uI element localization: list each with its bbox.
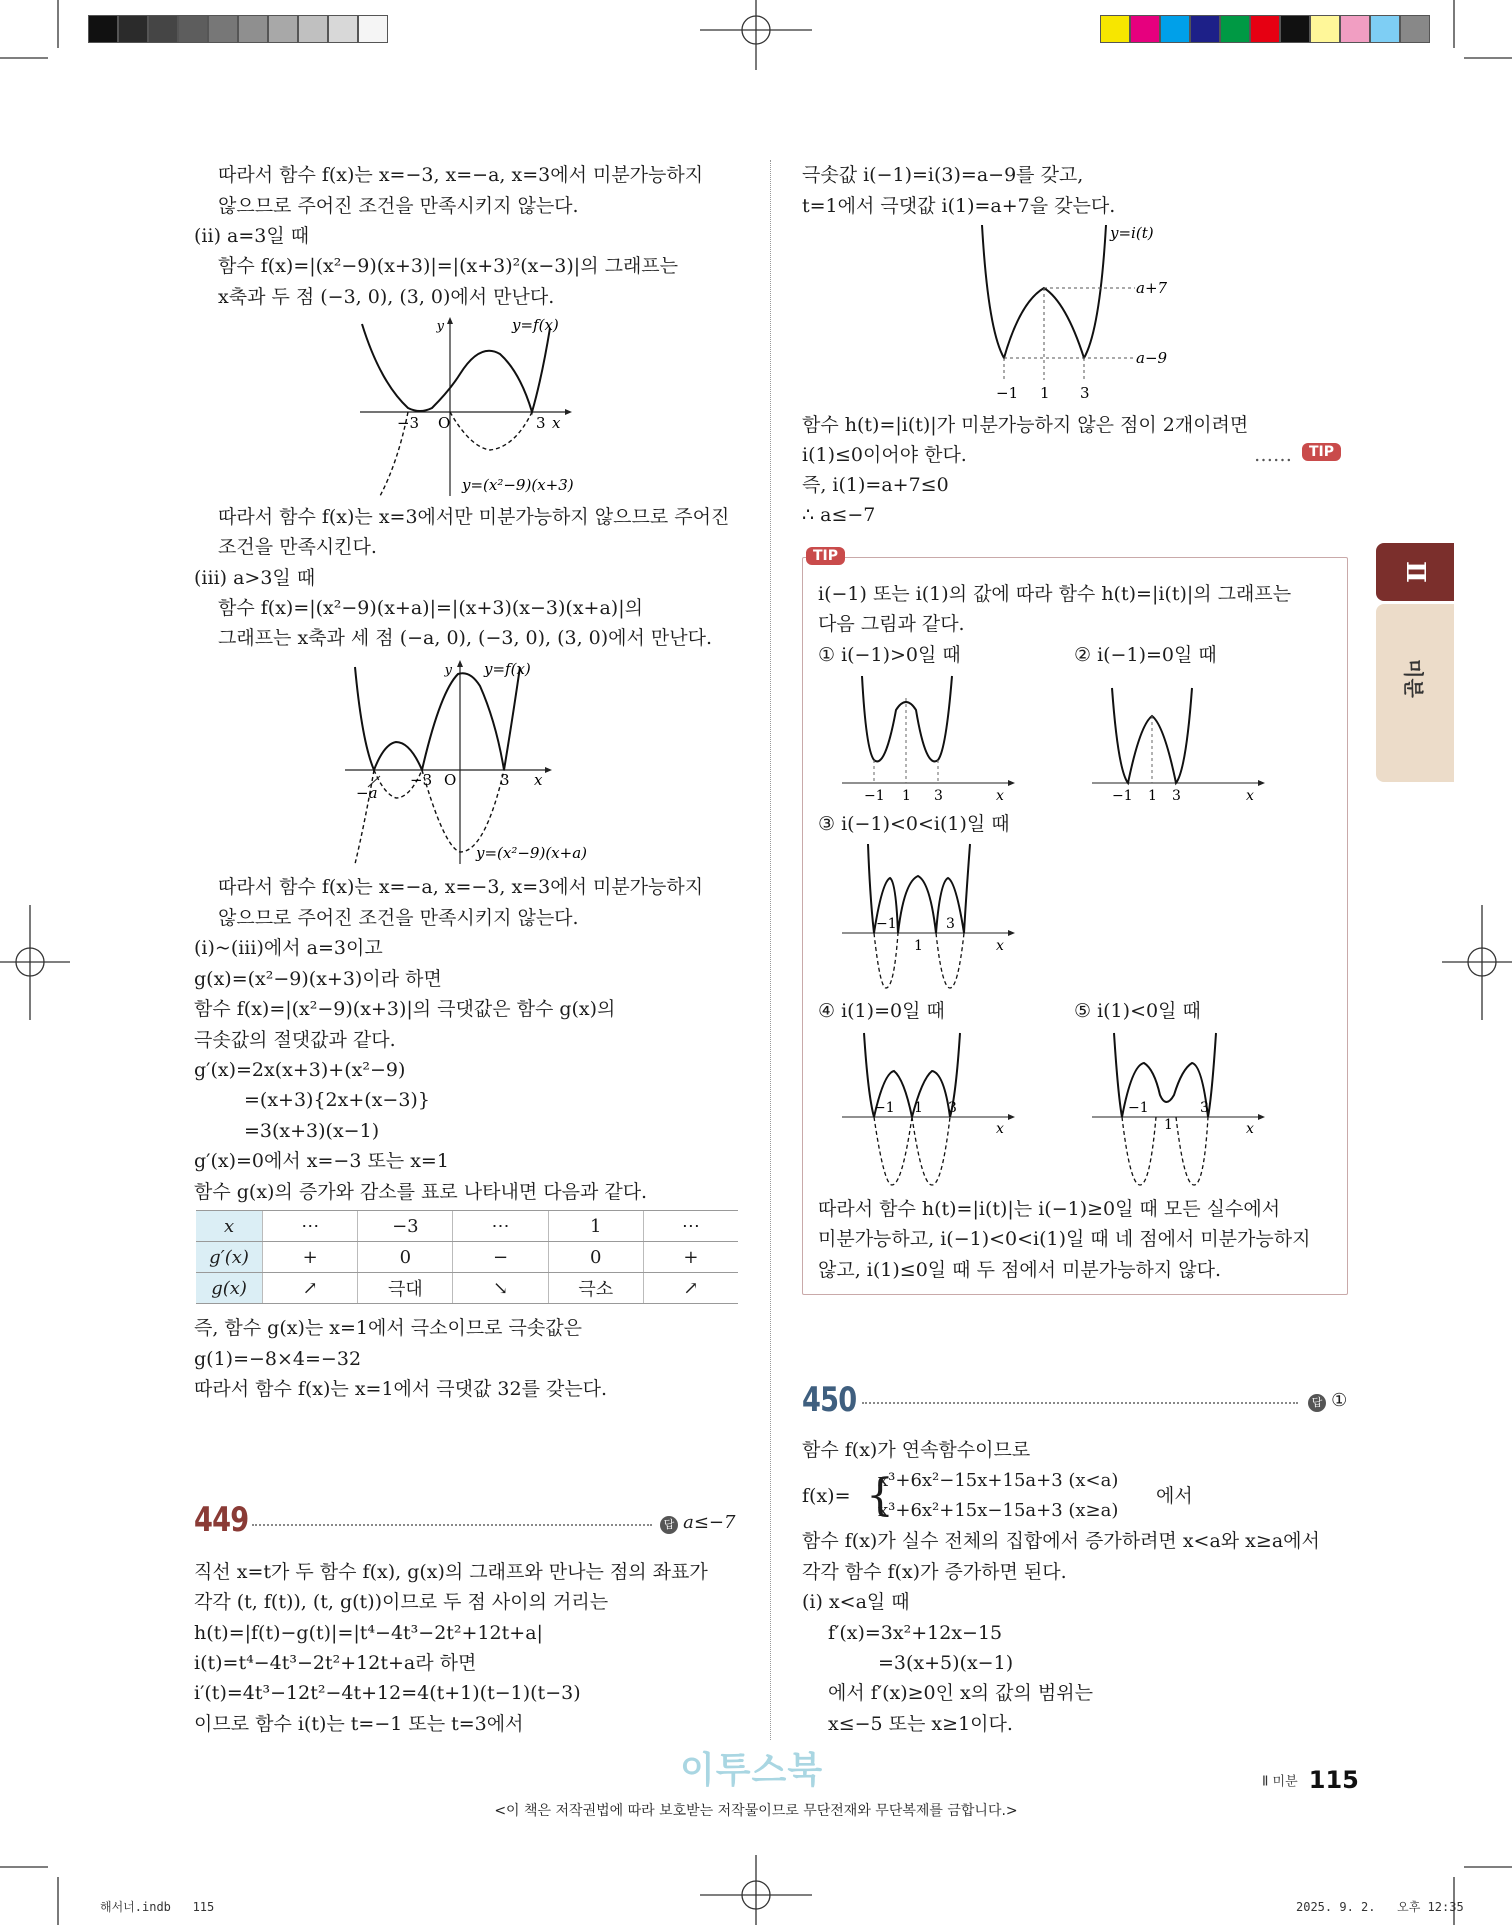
chapter-label: 미분 xyxy=(1401,659,1426,698)
page-number: 115 xyxy=(1308,1766,1359,1794)
chapter-numeral: Ⅱ xyxy=(1400,561,1430,583)
tick-label: x xyxy=(996,788,1004,804)
answer-badge xyxy=(660,1512,735,1534)
graph-label: y=(x²−9)(x+a) xyxy=(476,844,588,862)
print-file-name: 해서너.indb 115 xyxy=(100,1900,215,1914)
table-cell: ↗ xyxy=(263,1273,358,1304)
equation-line: f(x)= xyxy=(802,1485,851,1507)
tick-label: 1 xyxy=(1164,1117,1173,1133)
increase-decrease-table xyxy=(196,1210,738,1304)
text-line: g′(x)=0에서 x=−3 또는 x=1 xyxy=(194,1150,449,1172)
tick-label: −1 xyxy=(874,1100,895,1116)
equation-line: g′(x)=2x(x+3)+(x²−9) xyxy=(194,1059,406,1081)
table-cell: 극소 xyxy=(548,1273,643,1304)
graph-label: O xyxy=(438,414,451,432)
text-line: 함수 g(x)의 증가와 감소를 표로 나타내면 다음과 같다. xyxy=(194,1181,648,1203)
graph-case-ii xyxy=(350,312,590,497)
graph-label: 3 xyxy=(500,771,510,789)
graph-label: 3 xyxy=(536,414,546,432)
answer-text: ① xyxy=(1331,1390,1348,1411)
text-line: 않으므로 주어진 조건을 만족시키지 않는다. xyxy=(218,907,579,929)
tick-label: 1 xyxy=(914,938,923,954)
graph-label: −3 xyxy=(410,771,433,789)
text-line: t=1에서 극댓값 i(1)=a+7을 갖는다. xyxy=(802,195,1116,217)
graph-case-iii xyxy=(340,652,630,867)
case-heading: (iii) a>3일 때 xyxy=(194,567,316,589)
text-line: 에서 f′(x)≥0인 x의 값의 범위는 xyxy=(828,1682,1093,1704)
text-line: 다음 그림과 같다. xyxy=(818,613,965,635)
tick-label: 3 xyxy=(948,1100,957,1116)
graph-label: −3 xyxy=(396,414,420,432)
equation-line: =(x+3){2x+(x−3)} xyxy=(244,1089,430,1111)
text-line: x≤−5 또는 x≥1이다. xyxy=(828,1713,1013,1735)
text-line: 함수 f(x)=|(x²−9)(x+3)|=|(x+3)²(x−3)|의 그래프는 xyxy=(218,255,679,277)
text-line: 조건을 만족시킨다. xyxy=(218,536,377,558)
text-line: 극솟값 i(−1)=i(3)=a−9를 갖고, xyxy=(802,164,1084,186)
text-line: i(1)≤0이어야 한다. xyxy=(802,444,967,466)
table-cell: 0 xyxy=(548,1242,643,1273)
text-line: 함수 f(x)가 연속함수이므로 xyxy=(802,1439,1031,1461)
copyright-notice: <이 책은 저작권법에 따라 보호받는 저작물이므로 무단전재와 무단복제를 금합니다.> xyxy=(494,1803,1018,1819)
graph-label: y xyxy=(436,319,444,334)
table-cell: g′(x) xyxy=(196,1242,263,1273)
tick-label: −1 xyxy=(1128,1100,1149,1116)
tick-label: x xyxy=(996,938,1004,954)
tick-label: 3 xyxy=(1172,788,1181,804)
graph-label: y=f(x) xyxy=(484,660,531,678)
case-label: ⑤ i(1)<0일 때 xyxy=(1074,1000,1201,1022)
text-line: 함수 f(x)가 실수 전체의 집합에서 증가하려면 x<a와 x≥a에서 xyxy=(802,1530,1320,1552)
text-line: 따라서 함수 f(x)는 x=−a, x=−3, x=3에서 미분가능하지 xyxy=(218,876,704,898)
graph-label: −1 xyxy=(996,384,1019,402)
graph-label: 3 xyxy=(1080,384,1090,402)
graph-label: a−9 xyxy=(1136,349,1168,367)
text-line: 그래프는 x축과 세 점 (−a, 0), (−3, 0), (3, 0)에서 만난다. xyxy=(218,627,713,649)
tick-label: −1 xyxy=(864,788,885,804)
column-divider xyxy=(770,160,771,1740)
tick-label: −1 xyxy=(1112,788,1133,804)
text-line: 함수 f(x)=|(x²−9)(x+a)|=|(x+3)(x−3)(x+a)|의 xyxy=(218,597,643,619)
dotted-leader xyxy=(252,1524,652,1526)
table-cell: ⋯ xyxy=(643,1211,738,1242)
answer-badge xyxy=(1308,1390,1347,1412)
equation-line: h(t)=|f(t)−g(t)|=|t⁴−4t³−2t²+12t+a| xyxy=(194,1622,543,1644)
text-line: (i)~(iii)에서 a=3이고 xyxy=(194,937,383,959)
table-cell: 극대 xyxy=(358,1273,453,1304)
case-heading: (i) x<a일 때 xyxy=(802,1591,910,1613)
table-cell: ↗ xyxy=(643,1273,738,1304)
table-cell: + xyxy=(643,1242,738,1273)
equation-line: x³+6x²+15x−15a+3 (x≥a) xyxy=(878,1500,1119,1521)
case-label: ③ i(−1)<0<i(1)일 때 xyxy=(818,813,1010,835)
answer-icon: 답 xyxy=(1308,1394,1326,1412)
text-line: 따라서 함수 f(x)는 x=3에서만 미분가능하지 않으므로 주어진 xyxy=(218,506,730,528)
running-footer xyxy=(1262,1766,1359,1794)
text-line: 따라서 함수 h(t)=|i(t)|는 i(−1)≥0일 때 모든 실수에서 xyxy=(818,1198,1281,1220)
text-line: 이므로 함수 i(t)는 t=−1 또는 t=3에서 xyxy=(194,1713,524,1735)
graph-label: −a xyxy=(356,784,378,802)
equation-line: i(t)=t⁴−4t³−2t²+12t+a라 하면 xyxy=(194,1652,477,1674)
tip-label: TIP xyxy=(806,547,845,565)
text-line: 미분가능하고, i(−1)<0<i(1)일 때 네 점에서 미분가능하지 xyxy=(818,1228,1311,1250)
logo-text: 이투스북 xyxy=(680,1750,824,1791)
text-line: ∴ a≤−7 xyxy=(802,504,876,526)
table-cell: 1 xyxy=(548,1211,643,1242)
print-date: 2025. 9. 2. 오후 12:35 xyxy=(1296,1900,1464,1914)
table-cell: 0 xyxy=(358,1242,453,1273)
table-cell: ⋯ xyxy=(263,1211,358,1242)
text-line: x축과 두 점 (−3, 0), (3, 0)에서 만난다. xyxy=(218,286,555,308)
table-row xyxy=(196,1273,738,1304)
case-label: ④ i(1)=0일 때 xyxy=(818,1000,945,1022)
equation-line: =3(x+3)(x−1) xyxy=(244,1120,380,1142)
table-cell: g(x) xyxy=(196,1273,263,1304)
equation-line: i′(t)=4t³−12t²−4t+12=4(t+1)(t−1)(t−3) xyxy=(194,1682,581,1704)
text-line: 직선 x=t가 두 함수 f(x), g(x)의 그래프와 만나는 점의 좌표가 xyxy=(194,1561,708,1583)
tip-graph-case-5 xyxy=(1090,1025,1270,1195)
graph-label: y=i(t) xyxy=(1110,224,1154,242)
graph-label: x xyxy=(534,771,543,789)
tip-graph-case-3 xyxy=(840,838,1020,998)
text-line: g(1)=−8×4=−32 xyxy=(194,1348,362,1370)
text-line: 따라서 함수 f(x)는 x=1에서 극댓값 32를 갖는다. xyxy=(194,1378,608,1400)
problem-number-449: 449 xyxy=(194,1500,249,1540)
dotted-leader xyxy=(862,1402,1298,1404)
tick-label: x xyxy=(1246,788,1254,804)
table-cell: − xyxy=(453,1242,548,1273)
text-line: 함수 f(x)=|(x²−9)(x+3)|의 극댓값은 함수 g(x)의 xyxy=(194,998,616,1020)
section-name: Ⅱ 미분 xyxy=(1262,1774,1298,1790)
graph-label: x xyxy=(552,414,561,432)
text-line: 따라서 함수 f(x)는 x=−3, x=−a, x=3에서 미분가능하지 xyxy=(218,164,704,186)
text-line: 극솟값의 절댓값과 같다. xyxy=(194,1029,396,1051)
tip-graph-case-2 xyxy=(1090,670,1270,805)
table-cell: ↘ xyxy=(453,1273,548,1304)
graph-label: y=f(x) xyxy=(512,316,559,334)
table-cell: x xyxy=(196,1211,263,1242)
text-line: 즉, 함수 g(x)는 x=1에서 극소이므로 극솟값은 xyxy=(194,1317,582,1339)
tip-leader: …… xyxy=(1254,444,1292,466)
text-line: i(−1) 또는 i(1)의 값에 따라 함수 h(t)=|i(t)|의 그래프는 xyxy=(818,583,1292,605)
piecewise-brace: { xyxy=(866,1470,894,1521)
text-line: g(x)=(x²−9)(x+3)이라 하면 xyxy=(194,968,442,990)
graph-i-of-t xyxy=(970,220,1180,405)
publisher-logo xyxy=(680,1742,823,1793)
answer-text: a≤−7 xyxy=(683,1512,736,1533)
graph-label: 1 xyxy=(1040,384,1050,402)
text-line: 즉, i(1)=a+7≤0 xyxy=(802,474,949,496)
text-line: 않으므로 주어진 조건을 만족시키지 않는다. xyxy=(218,195,579,217)
tip-graph-case-1 xyxy=(840,670,1020,805)
table-cell: + xyxy=(263,1242,358,1273)
text-line: 각각 (t, f(t)), (t, g(t))이므로 두 점 사이의 거리는 xyxy=(194,1591,609,1613)
tick-label: −1 xyxy=(876,916,897,932)
graph-label: O xyxy=(444,771,457,789)
tip-marker: TIP xyxy=(1302,443,1341,461)
tick-label: 3 xyxy=(934,788,943,804)
equation-line: x³+6x²−15x+15a+3 (x<a) xyxy=(878,1470,1119,1491)
text-line: 에서 xyxy=(1156,1485,1193,1507)
tick-label: 3 xyxy=(946,916,955,932)
table-row xyxy=(196,1211,738,1242)
graph-label: a+7 xyxy=(1136,279,1168,297)
tick-label: x xyxy=(1246,1121,1254,1137)
case-label: ① i(−1)>0일 때 xyxy=(818,644,961,666)
table-row xyxy=(196,1242,738,1273)
problem-number-450: 450 xyxy=(802,1380,857,1420)
text-line: 않고, i(1)≤0일 때 두 점에서 미분가능하지 않다. xyxy=(818,1259,1221,1281)
graph-label: y=(x²−9)(x+3) xyxy=(462,476,574,494)
case-label: ② i(−1)=0일 때 xyxy=(1074,644,1217,666)
tick-label: 1 xyxy=(1148,788,1157,804)
table-cell: −3 xyxy=(358,1211,453,1242)
tick-label: 3 xyxy=(1200,1100,1209,1116)
table-cell: ⋯ xyxy=(453,1211,548,1242)
equation-line: =3(x+5)(x−1) xyxy=(878,1652,1014,1674)
answer-icon: 답 xyxy=(660,1516,678,1534)
chapter-tab-numeral xyxy=(1376,543,1454,601)
text-line: 함수 h(t)=|i(t)|가 미분가능하지 않은 점이 2개이려면 xyxy=(802,414,1249,436)
tick-label: 1 xyxy=(914,1100,923,1116)
chapter-tab-label xyxy=(1376,604,1454,782)
equation-line: f′(x)=3x²+12x−15 xyxy=(828,1622,1003,1644)
text-line: 각각 함수 f(x)가 증가하면 된다. xyxy=(802,1561,1067,1583)
tip-graph-case-4 xyxy=(840,1025,1020,1195)
tick-label: x xyxy=(996,1121,1004,1137)
case-heading: (ii) a=3일 때 xyxy=(194,225,310,247)
graph-label: y xyxy=(444,663,452,678)
tick-label: 1 xyxy=(902,788,911,804)
